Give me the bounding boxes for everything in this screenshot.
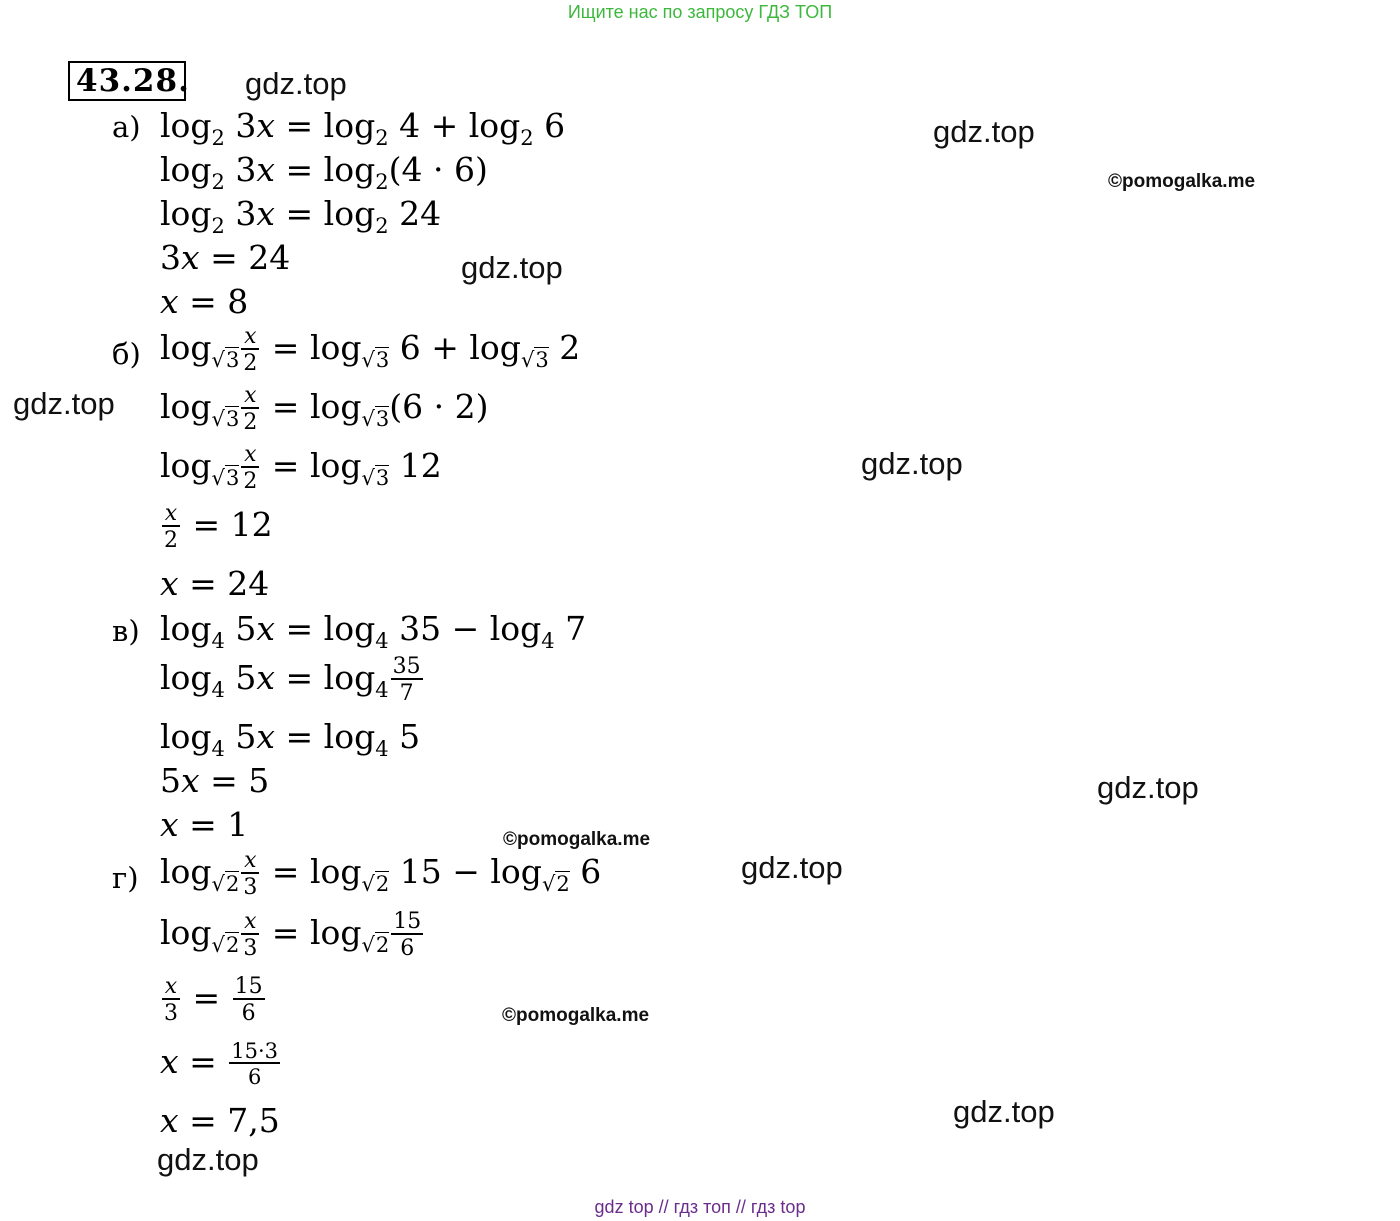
problem-number: 43.28.: [68, 61, 186, 101]
equation-line: x = 8: [160, 282, 249, 321]
equation-line: $\log_{√2}$ $\frac{x}{3}$ = $\log_{√2} 15 - \log_{√2} 6$: [160, 848, 602, 901]
equation-line: $\log_2 3x = \log_2 24$: [160, 194, 442, 238]
equation-line: $\log_4 5x = \log_4 5$: [160, 717, 421, 761]
equation-line: $\log_{√3}$ $\frac{x}{2}$ = $\log_{√3} 12$: [160, 442, 442, 495]
part-label-v: в): [112, 614, 140, 648]
equation-line: 3x = 24: [160, 238, 291, 277]
equation-line: $\log_2 3x = \log_2(4 \cdot 6)$: [160, 150, 488, 194]
watermark: gdz.top: [1097, 770, 1199, 805]
search-banner[interactable]: Ищите нас по запросу ГДЗ ТОП: [567, 2, 833, 22]
equation-line: $\log_4 5x = \log_4$ $\frac{35}{7}$: [160, 654, 421, 707]
equation-line: $\log_{√3}$ $\frac{x}{2}$ = $\log_{√3} 6 + \log_{√3} 2$: [160, 324, 581, 377]
equation-line: $\log_4 5x = \log_4 35 - \log_4 7$: [160, 609, 587, 653]
equation-line: $\log_{√3}$ $\frac{x}{2}$ = $\log_{√3}(6 \cdot 2)$: [160, 383, 489, 436]
equation-line: $\frac{x}{2}$ = 12: [164, 501, 273, 554]
part-label-b: б): [112, 337, 141, 371]
watermark: gdz.top: [861, 446, 963, 481]
watermark: gdz.top: [461, 250, 563, 285]
watermark: gdz.top: [245, 66, 347, 101]
footer-links[interactable]: gdz top // гдз топ // гдз top: [594, 1197, 806, 1217]
watermark: gdz.top: [741, 850, 843, 885]
equation-line: $\log_{√2}$ $\frac{x}{3}$ = $\log_{√2}$ $\frac{15}{6}$: [160, 909, 422, 962]
watermark: gdz.top: [13, 386, 115, 421]
part-label-g: г): [112, 861, 139, 895]
equation-line: $\frac{x}{3}$ = $\frac{15}{6}$: [164, 974, 263, 1027]
equation-line: x = 1: [160, 805, 249, 844]
watermark: gdz.top: [933, 114, 1035, 149]
copyright-mark: ©pomogalka.me: [502, 1005, 650, 1026]
copyright-mark: ©pomogalka.me: [1108, 171, 1256, 192]
watermark: gdz.top: [953, 1094, 1055, 1129]
equation-line: $\log_2 3x = \log_2 4 + \log_2 6$: [160, 106, 566, 150]
equation-line: 5x = 5: [160, 761, 270, 800]
part-label-a: а): [112, 110, 141, 144]
equation-line: x = 24: [160, 564, 270, 603]
equation-line: x = $\frac{15\cdot 3}{6}$: [160, 1039, 279, 1090]
equation-line: x = 7,5: [160, 1101, 280, 1140]
watermark: gdz.top: [157, 1142, 259, 1177]
copyright-mark: ©pomogalka.me: [503, 829, 651, 850]
